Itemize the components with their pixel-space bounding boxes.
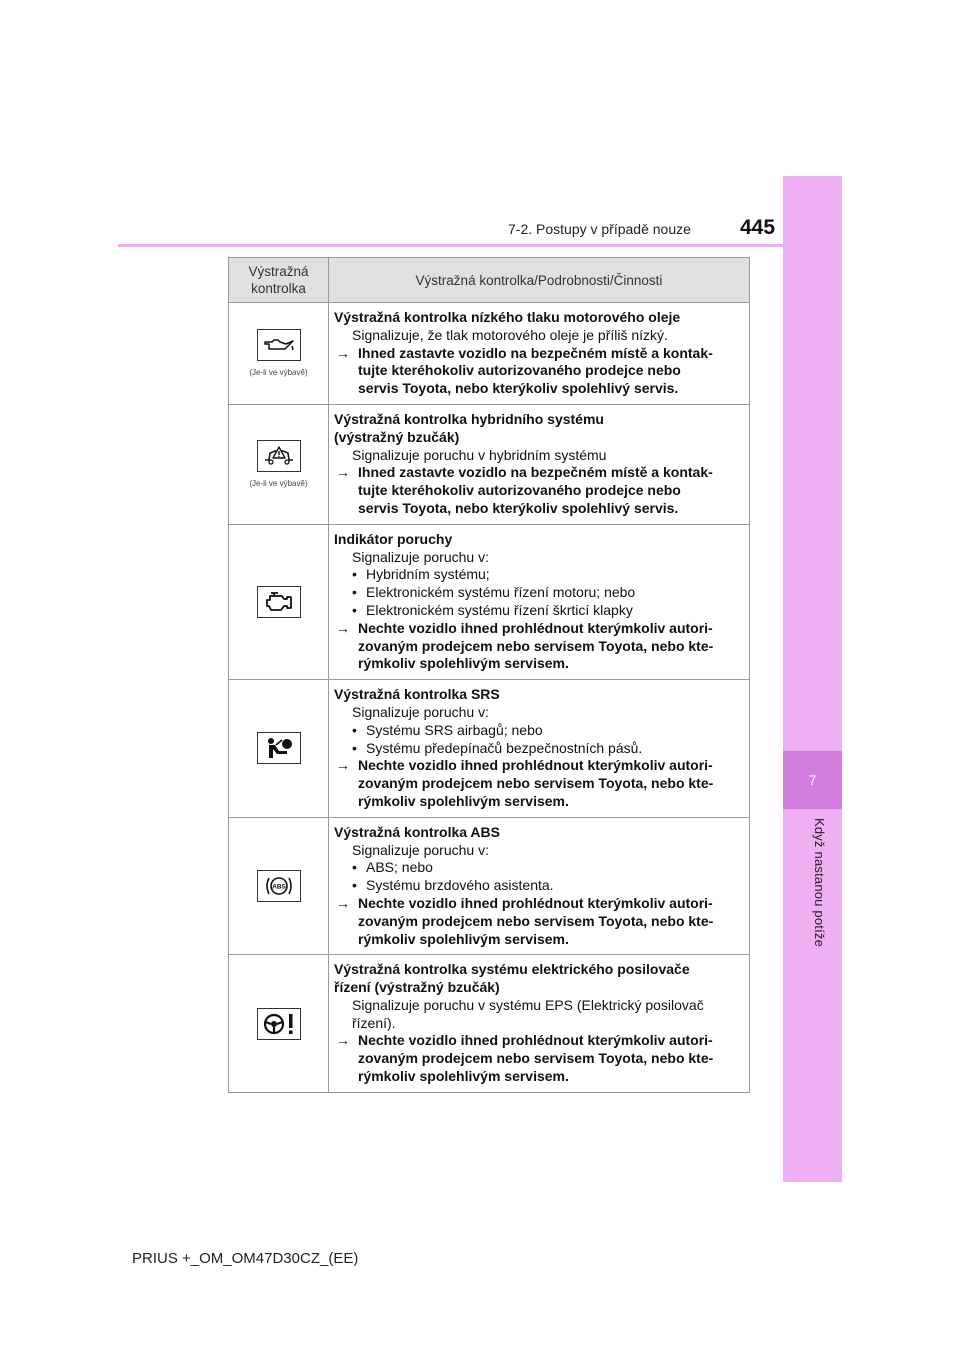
bullet-mark: •	[352, 584, 357, 601]
abs-icon	[257, 870, 301, 902]
section-title: 7-2. Postupy v případě nouze	[508, 221, 691, 237]
action-text: rýmkoliv spolehlivým servisem.	[358, 1068, 569, 1085]
action-line	[334, 895, 744, 913]
arrow-icon	[334, 482, 358, 500]
bullet-mark: •	[352, 566, 357, 583]
warning-detail-cell	[329, 404, 750, 524]
bullet-text: Hybridním systému;	[366, 566, 490, 583]
warning-title: Výstražná kontrolka ABS	[334, 823, 500, 840]
action-text: Nechte vozidlo ihned prohlédnout kterýmkoliv autori-	[358, 757, 713, 774]
arrow-icon: →	[336, 1032, 350, 1049]
table-row	[229, 404, 750, 524]
table-row	[229, 817, 750, 955]
action-line	[334, 464, 744, 482]
bullet-item	[334, 877, 744, 895]
action-text: Nechte vozidlo ihned prohlédnout kterýmkoliv autori-	[358, 1032, 713, 1049]
action-line	[334, 482, 744, 500]
table-row	[229, 303, 750, 405]
action-line	[334, 1050, 744, 1068]
warning-description: Signalizuje poruchu v hybridním systému	[352, 446, 607, 463]
warning-title: řízení (výstražný bzučák)	[334, 979, 500, 996]
warning-detail-cell	[329, 817, 750, 955]
warning-description: řízení).	[352, 1014, 396, 1031]
warning-title: (výstražný bzučák)	[334, 428, 460, 445]
arrow-icon	[334, 638, 358, 656]
bullet-text: Elektronickém systému řízení motoru; nebo	[366, 584, 636, 601]
chapter-number: 7	[783, 751, 842, 809]
column-header-detail: Výstražná kontrolka/Podrobnosti/Činnosti	[329, 258, 750, 303]
action-line	[334, 793, 744, 811]
warning-description: Signalizuje poruchu v:	[352, 703, 489, 720]
table-header-row	[229, 258, 750, 303]
table-row	[229, 955, 750, 1093]
hybrid-system-warning-icon	[257, 440, 301, 472]
arrow-icon	[334, 1050, 358, 1068]
bullet-text: Systému brzdového asistenta.	[366, 877, 554, 894]
warning-icon-cell	[229, 817, 329, 955]
arrow-icon: →	[336, 619, 350, 636]
action-text: Nechte vozidlo ihned prohlédnout kterýmkoliv autori-	[358, 894, 713, 911]
oil-pressure-icon	[257, 329, 301, 361]
action-line	[334, 638, 744, 656]
action-text: zovaným prodejcem nebo servisem Toyota, nebo kte-	[358, 912, 714, 929]
bullet-mark: •	[352, 877, 357, 894]
action-line	[334, 655, 744, 673]
bullet-text: Systému předepínačů bezpečnostních pásů.	[366, 739, 643, 756]
action-text: tujte kteréhokoliv autorizovaného prodejce nebo	[358, 482, 681, 499]
header-rule	[118, 244, 783, 247]
chapter-side-tab	[783, 176, 842, 1182]
action-text: Nechte vozidlo ihned prohlédnout kterýmkoliv autori-	[358, 619, 713, 636]
bullet-mark: •	[352, 739, 357, 756]
warning-description: Signalizuje poruchu v systému EPS (Elektrický posilovač	[352, 996, 704, 1013]
action-text: zovaným prodejcem nebo servisem Toyota, nebo kte-	[358, 637, 714, 654]
action-line	[334, 620, 744, 638]
warning-title: Výstražná kontrolka hybridního systému	[334, 410, 604, 427]
srs-airbag-icon	[257, 732, 301, 764]
bullet-mark: •	[352, 601, 357, 618]
warning-icon-cell	[229, 404, 329, 524]
action-line	[334, 345, 744, 363]
action-line	[334, 931, 744, 949]
bullet-item	[334, 602, 744, 620]
action-line	[334, 775, 744, 793]
arrow-icon	[334, 775, 358, 793]
action-text: rýmkoliv spolehlivým servisem.	[358, 655, 569, 672]
column-header-icon: Výstražná kontrolka	[229, 258, 329, 303]
arrow-icon	[334, 655, 358, 673]
warning-icon-cell	[229, 680, 329, 818]
equipment-note: (Je-li ve výbavě)	[249, 479, 308, 489]
arrow-icon	[334, 913, 358, 931]
abs-icon-label: ABS	[271, 883, 286, 891]
arrow-icon: →	[336, 344, 350, 361]
bullet-mark: •	[352, 721, 357, 738]
chapter-title: Když nastanou potíže	[812, 818, 827, 948]
arrow-icon	[334, 500, 358, 518]
bullet-item	[334, 584, 744, 602]
check-engine-icon	[257, 586, 301, 618]
warning-icon-cell	[229, 524, 329, 679]
warning-detail-cell	[329, 303, 750, 405]
bullet-mark: •	[352, 859, 357, 876]
action-text: zovaným prodejcem nebo servisem Toyota, nebo kte-	[358, 775, 714, 792]
action-line	[334, 757, 744, 775]
power-steering-warning-icon	[257, 1008, 301, 1040]
warning-title: Výstražná kontrolka nízkého tlaku motorového oleje	[334, 309, 681, 325]
warning-icon-cell	[229, 955, 329, 1093]
action-text: servis Toyota, nebo kterýkoliv spolehlivý servis.	[358, 380, 679, 397]
warning-title: Indikátor poruchy	[334, 530, 453, 547]
warning-description: Signalizuje poruchu v:	[352, 548, 489, 565]
arrow-icon: →	[336, 757, 350, 774]
warning-detail-cell	[329, 524, 750, 679]
table-row	[229, 680, 750, 818]
warning-description: Signalizuje, že tlak motorového oleje je příliš nízký.	[352, 326, 668, 343]
action-text: servis Toyota, nebo kterýkoliv spolehlivý servis.	[358, 499, 679, 516]
bullet-text: ABS; nebo	[366, 859, 433, 876]
bullet-item	[334, 740, 744, 758]
warning-icon-cell	[229, 303, 329, 405]
arrow-icon	[334, 931, 358, 949]
arrow-icon	[334, 380, 358, 398]
equipment-note: (Je-li ve výbavě)	[249, 368, 308, 378]
action-text: tujte kteréhokoliv autorizovaného prodejce nebo	[358, 362, 681, 379]
action-line	[334, 1032, 744, 1050]
warning-detail-cell	[329, 680, 750, 818]
action-text: Ihned zastavte vozidlo na bezpečném místě a kontak-	[358, 464, 713, 481]
bullet-text: Systému SRS airbagů; nebo	[366, 721, 543, 738]
document-code: PRIUS +_OM_OM47D30CZ_(EE)	[132, 1250, 359, 1267]
warning-detail-cell	[329, 955, 750, 1093]
arrow-icon: →	[336, 894, 350, 911]
bullet-item	[334, 566, 744, 584]
action-text: zovaným prodejcem nebo servisem Toyota, nebo kte-	[358, 1050, 714, 1067]
action-line	[334, 1068, 744, 1086]
action-line	[334, 500, 744, 518]
bullet-item	[334, 859, 744, 877]
arrow-icon	[334, 1068, 358, 1086]
table-row	[229, 524, 750, 679]
action-line	[334, 913, 744, 931]
bullet-item	[334, 722, 744, 740]
bullet-text: Elektronickém systému řízení škrticí klapky	[366, 601, 633, 618]
arrow-icon: →	[336, 464, 350, 481]
action-text: rýmkoliv spolehlivým servisem.	[358, 792, 569, 809]
action-line	[334, 380, 744, 398]
arrow-icon	[334, 793, 358, 811]
arrow-icon	[334, 362, 358, 380]
action-text: rýmkoliv spolehlivým servisem.	[358, 930, 569, 947]
warning-title: Výstražná kontrolka SRS	[334, 686, 500, 703]
warning-title: Výstražná kontrolka systému elektrického posilovače	[334, 961, 690, 978]
warning-description: Signalizuje poruchu v:	[352, 841, 489, 858]
action-text: Ihned zastavte vozidlo na bezpečném místě a kontak-	[358, 344, 713, 361]
action-line	[334, 362, 744, 380]
page-number: 445	[740, 216, 776, 239]
warning-lights-table	[228, 257, 750, 1093]
